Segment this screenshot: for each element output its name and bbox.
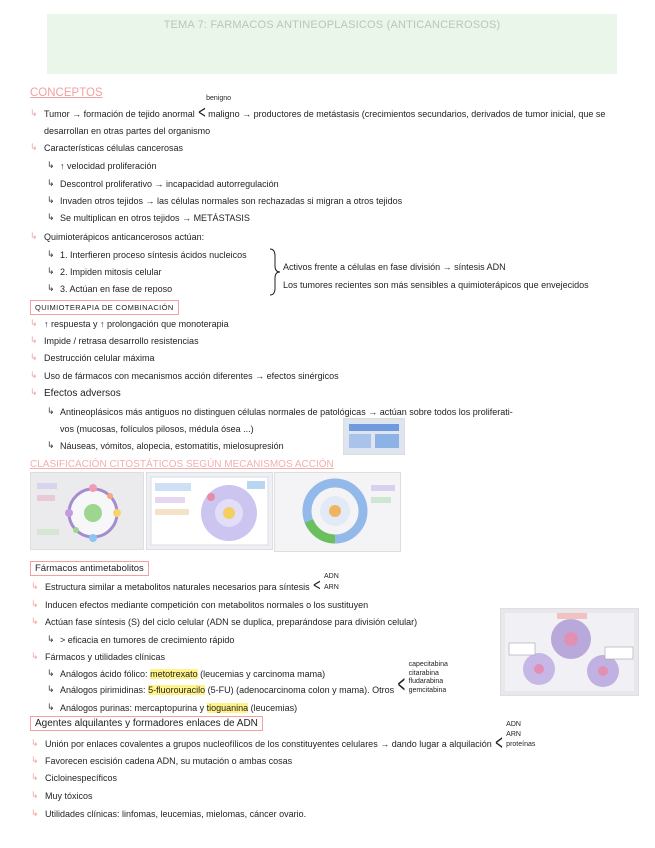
- list-item: [30, 318, 229, 330]
- estructura-line: [31, 573, 339, 595]
- bullet-arrow-icon: ↳: [31, 773, 39, 783]
- branch-item: capecitabina: [408, 661, 448, 668]
- title-banner: [47, 14, 617, 74]
- label-box: [155, 509, 189, 515]
- list-item-text: Descontrol proliferativo → incapacidad autorregulación: [60, 179, 279, 189]
- union-text: Unión por enlaces covalentes a grupos nucleofílicos de los constituyentes celulares → dando lugar a alquilación: [45, 739, 492, 749]
- list-item-text: Favorecen escisión cadena ADN, su mutación o ambas cosas: [45, 756, 293, 766]
- list-item: [47, 178, 279, 190]
- sub-bullet-icon: ↳: [47, 635, 55, 645]
- quimioterapicos-note: Activos frente a células en fase división → síntesis ADN: [283, 262, 506, 272]
- nucleus-circle: [534, 664, 544, 674]
- branch-stack: [324, 571, 339, 593]
- cell-cycle-diagram-2-graphic: [147, 473, 272, 549]
- sub-bullet-icon: ↳: [47, 161, 55, 171]
- branch-item: citarabina: [408, 669, 439, 677]
- bullet-arrow-icon: ↳: [31, 756, 39, 766]
- list-item-text: Impide / retrasa desarrollo resistencias: [44, 336, 199, 346]
- quimioterapicos-note: Los tumores recientes son más sensibles a quimioterápicos que envejecidos: [283, 280, 589, 290]
- label-box: [155, 483, 191, 491]
- page-title: TEMA 7: FARMACOS ANTINEOPLASICOS (ANTICANCEROSOS): [163, 19, 501, 31]
- drug-use: (5-FU) (adenocarcinoma colon y mama). Otros: [207, 685, 395, 695]
- label-box: [557, 613, 587, 619]
- section-heading-antimetabolitos: Fármacos antimetabolitos: [30, 561, 149, 576]
- efectos-adversos-label: Efectos adversos: [44, 388, 121, 399]
- branch-item: ADN: [506, 721, 521, 728]
- list-item: [31, 772, 117, 784]
- section-heading-conceptos: CONCEPTOS: [30, 87, 103, 99]
- bullet-arrow-icon: ↳: [31, 652, 39, 662]
- list-item: [47, 702, 297, 714]
- section-heading-combinacion: QUIMIOTERAPIA DE COMBINACIÓN: [30, 300, 179, 315]
- nucleus-circle: [564, 632, 578, 646]
- drug-class-prefix: Análogos purinas: mercaptopurina y: [60, 703, 205, 713]
- list-item-text: > eficacia en tumores de crecimiento rápido: [60, 635, 235, 645]
- tumor-branch-top: benigno: [206, 95, 232, 102]
- caracteristicas-label: Características células cancerosas: [44, 143, 184, 153]
- diagram-box: [349, 434, 371, 448]
- drug-use: (leucemias y carcinoma mama): [200, 669, 326, 679]
- quimioterapicos-label: Quimioterápicos anticancerosos actúan:: [44, 232, 205, 242]
- side-effects-thumbnail-graphic: [344, 419, 404, 454]
- bullet-arrow-icon: ↳: [30, 319, 38, 329]
- label-box: [37, 529, 59, 535]
- bullet-arrow-icon: ↳: [31, 582, 39, 592]
- phase-dot: [89, 534, 97, 542]
- branch-icon: <: [197, 103, 207, 123]
- sub-bullet-icon: ↳: [47, 213, 55, 223]
- list-item-text: 3. Actúan en fase de reposo: [60, 284, 173, 294]
- nucleus-circle: [329, 505, 341, 517]
- phase-dot: [89, 484, 97, 492]
- label-box: [37, 495, 55, 501]
- farmacos-label: Fármacos y utilidades clínicas: [45, 652, 166, 662]
- branch-icon: <: [312, 577, 322, 595]
- list-item: [47, 406, 513, 418]
- sub-bullet-icon: ↳: [47, 441, 55, 451]
- list-item: [30, 352, 155, 364]
- sub-bullet-icon: ↳: [47, 669, 55, 679]
- sub-bullet-icon: ↳: [47, 703, 55, 713]
- sub-bullet-icon: ↳: [47, 250, 55, 260]
- list-item-text: Actúan fase síntesis (S) del ciclo celular (ADN se duplica, preparándose para división celular): [45, 617, 418, 627]
- label-box: [605, 647, 633, 659]
- cell-cycle-diagram-3: [274, 472, 401, 552]
- branch-item: gemcitabina: [408, 686, 447, 694]
- estructura-text: Estructura similar a metabolitos naturales necesarios para síntesis: [45, 582, 310, 592]
- list-item-text: Destrucción celular máxima: [44, 353, 155, 363]
- branch-stack: [409, 661, 448, 695]
- list-item-text: Muy tóxicos: [45, 791, 93, 801]
- list-item-text: Uso de fármacos con mecanismos acción diferentes → efectos sinérgicos: [44, 371, 339, 381]
- list-item-text: ↑ respuesta y ↑ prolongación que monoterapia: [44, 319, 229, 329]
- bullet-arrow-icon: ↳: [30, 371, 38, 381]
- list-item-text: Inducen efectos mediante competición con metabolitos normales o los sustituyen: [45, 600, 369, 610]
- mitosis-diagram-graphic: [501, 609, 638, 695]
- list-item: [47, 668, 325, 680]
- list-item-text: Náuseas, vómitos, alopecia, estomatitis, mielosupresión: [60, 441, 284, 451]
- quimioterapicos-line: [30, 231, 204, 243]
- bullet-arrow-icon: ↳: [30, 336, 38, 346]
- cycle-center: [84, 504, 102, 522]
- bullet-arrow-icon: ↳: [31, 739, 39, 749]
- label-box: [155, 497, 185, 503]
- label-box: [371, 485, 395, 491]
- phase-dot: [107, 493, 113, 499]
- sub-bullet-icon: ↳: [47, 267, 55, 277]
- branch-stack: [506, 720, 535, 750]
- mitosis-diagram: [500, 608, 639, 696]
- list-item-text: ↑ velocidad proliferación: [60, 161, 157, 171]
- phase-dot: [73, 527, 79, 533]
- list-item: [31, 755, 292, 767]
- drug-class-prefix: Análogos ácido fólico:: [60, 669, 148, 679]
- list-item: [47, 266, 162, 278]
- sub-bullet-icon: ↳: [47, 196, 55, 206]
- drug-use: (leucemias): [250, 703, 298, 713]
- list-item-text: 1. Interfieren proceso síntesis ácidos nucleicos: [60, 250, 247, 260]
- list-item: [30, 370, 339, 382]
- list-item: [31, 808, 306, 820]
- sub-bullet-icon: ↳: [47, 407, 55, 417]
- diagram-box: [375, 434, 399, 448]
- sub-bullet-icon: ↳: [47, 179, 55, 189]
- cell-cycle-diagram-2: [146, 472, 273, 550]
- curly-brace-stroke: [270, 249, 280, 295]
- bullet-arrow-icon: ↳: [30, 109, 38, 119]
- bullet-arrow-icon: ↳: [31, 791, 39, 801]
- drug-name-highlight: metotrexato: [150, 669, 198, 679]
- list-item-continued: vos (mucosas, folículos pilosos, médula ósea ...): [60, 424, 254, 434]
- bullet-arrow-icon: ↳: [30, 143, 38, 153]
- farmacos-line: [31, 651, 165, 663]
- bullet-arrow-icon: ↳: [30, 232, 38, 242]
- list-item: [47, 249, 247, 261]
- caracteristicas-line: [30, 142, 183, 154]
- sub-bullet-icon: ↳: [47, 685, 55, 695]
- label-box: [37, 483, 57, 489]
- branch-item: ARN: [324, 584, 339, 591]
- list-item: [31, 790, 93, 802]
- tumor-branch-main: maligno: [208, 109, 240, 119]
- branch-item: proteínas: [506, 741, 536, 748]
- list-item-text: Se multiplican en otros tejidos → METÁSTASIS: [60, 213, 250, 223]
- list-item: [31, 616, 417, 628]
- list-item: [47, 195, 402, 207]
- diagram-bar: [349, 424, 399, 431]
- label-box: [371, 497, 391, 503]
- label-box: [247, 481, 265, 489]
- list-item: [47, 634, 234, 646]
- list-item-text: 2. Impiden mitosis celular: [60, 267, 162, 277]
- list-item-text: Antineoplásicos más antiguos no distinguen células normales de patológicas → actúan sobre todos los proliferati-: [60, 407, 513, 417]
- tumor-lead: Tumor → formación de tejido anormal: [44, 109, 195, 119]
- tumor-line: [30, 95, 606, 123]
- list-item-text: Cicloinespecíficos: [45, 773, 118, 783]
- bullet-arrow-icon: ↳: [30, 353, 38, 363]
- label-box: [509, 643, 535, 655]
- tumor-line-continued: desarrollan en otras partes del organismo: [44, 126, 211, 136]
- list-item: [30, 335, 199, 347]
- list-item: [31, 599, 368, 611]
- drug-class-prefix: Análogos pirimidinas:: [60, 685, 146, 695]
- curly-brace-icon: [268, 248, 282, 296]
- phase-dot: [113, 509, 121, 517]
- list-item: [47, 283, 172, 295]
- section-heading-clasificacion: CLASIFICACIÓN CITOSTÁTICOS SEGÚN MECANISMOS ACCIÓN: [30, 459, 334, 470]
- list-item: [47, 212, 250, 224]
- nucleus-circle: [223, 507, 235, 519]
- branch-item: ARN: [506, 731, 521, 738]
- nucleus-circle: [598, 666, 608, 676]
- cell-cycle-diagram-1: [30, 472, 144, 550]
- list-item: [47, 160, 157, 172]
- section-heading-alquilantes: Agentes alquilantes y formadores enlaces de ADN: [30, 716, 263, 731]
- bullet-arrow-icon: ↳: [31, 617, 39, 627]
- branch-item: ADN: [324, 573, 339, 580]
- tumor-branch: [206, 95, 240, 120]
- bullet-arrow-icon: ↳: [30, 388, 38, 398]
- drug-name-highlight: tioguanina: [206, 703, 249, 713]
- list-item: [47, 440, 284, 452]
- cell-cycle-diagram-1-graphic: [31, 473, 143, 549]
- branch-icon: <: [494, 733, 504, 756]
- drug-name-highlight: 5-fluorouracilo: [148, 685, 206, 695]
- branch-item: fludarabina: [408, 678, 444, 685]
- bullet-arrow-icon: ↳: [31, 600, 39, 610]
- phase-dot: [65, 509, 73, 517]
- sub-bullet-icon: ↳: [47, 284, 55, 294]
- list-item-text: Invaden otros tejidos → las células normales son rechazadas si migran a otros tejidos: [60, 196, 403, 206]
- marker-dot: [207, 493, 215, 501]
- cell-cycle-diagram-3-graphic: [275, 473, 400, 551]
- tumor-rest: → productores de metástasis (crecimientos secundarios, derivados de tumor inicial, que se: [242, 109, 606, 119]
- side-effects-thumbnail: [343, 418, 405, 455]
- branch-icon: <: [397, 673, 406, 699]
- list-item-text: Utilidades clínicas: linfomas, leucemias, mielomas, cáncer ovario.: [45, 809, 307, 819]
- efectos-adversos-line: [30, 387, 121, 399]
- bullet-arrow-icon: ↳: [31, 809, 39, 819]
